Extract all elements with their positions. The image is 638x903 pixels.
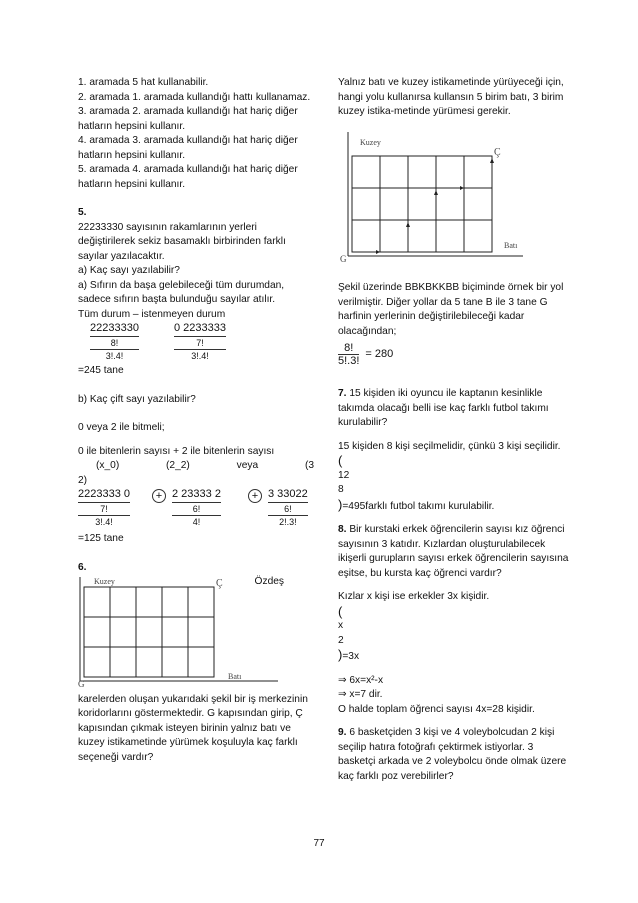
page-number: 77 [313, 838, 325, 849]
q8-answer-4: ⇒ x=7 dir. [338, 689, 383, 700]
q5-number: 5. [78, 207, 87, 218]
q6-solution-grid-figure [338, 130, 538, 262]
q5-b-line4: 2) [78, 474, 88, 486]
q6-grid-border [84, 587, 214, 677]
q6-text: karelerden oluşan yukarıdaki şekil bir iş merkezinin koridorlarını göstermektedir. G kapısından girip, Ç kapısından çıkmak isteyen birinin yalnız batı ve kuzey istikametinde yürümek koşuluyla kaç farklı seçeneği vardır? [78, 693, 308, 763]
q6-number: 6. [78, 561, 87, 573]
rule-3: 3. aramada 2. aramada kullandığı hat hariç diğer hatların hepsini kullanır. [78, 106, 298, 132]
sol-label-bati: Batı [504, 240, 518, 250]
q5-a-text2: Tüm durum – istenmeyen durum [78, 308, 226, 320]
q5-text: 22233330 sayısının rakamlarının yerleri değiştirilerek sekiz basamaklı birbirinden farklı sayılar yazılacaktır. [78, 221, 286, 262]
q8-answer-5: O halde toplam öğrenci sayısı 4x=28 kişidir. [338, 703, 535, 715]
q6-solution-intro: Yalnız batı ve kuzey istikametinde yürüyeceği için, hangi yolu kullanırsa kullansın 5 birim batı, 3 birim kuzey istika-metinde yürümesi gerekir. [338, 77, 564, 117]
rule-5: 5. aramada 4. aramada kullandığı hat hariç diğer hatların hepsini kullanır. [78, 164, 298, 190]
right-column: Yalnız batı ve kuzey istikametinde yürüyeceği için, hangi yolu kullanırsa kullansın 5 birim batı, 3 birim kuzey istika-metinde yürümesi gerekir. Kuzey Ç Batı G Şekil üzerinde BBKBKKBB biçiminde örnek bir yol verilmiştir. Diğer yollar da 5 tane B ile 3 tane G harfinin yerlerinin değiştirilebileceği kadar olacağından; $\frac{8!}{5!.3!}$ = 280 7. 15 kişiden iki oyuncu ile kaptanın kesinlikle takımda olacağı belli ise kaç farklı futbol takımı kurulabilir? 15 kişiden 8 kişi seçilmelidir, çünkü 3 kişi seçilidir. ( 12 8 )=495farklı futbol takımı kurulabilir. 8. Bir kurstaki erkek öğrencilerin sayısı kız öğrenci sayısının 3 katıdır. Kızlardan oluşturulabilecek ikişerli gurupların sayısı erkek öğrencilerin sayısına eşitse, bu kursta kaç öğrenci vardır? Kızlar x kişi ise erkekler 3x kişidir. ( x 2 )=3x ⇒ 6x=x²-x ⇒ x=7 dir. O halde toplam öğrenci sayısı 4x=28 kişidir. 9. 6 basketçiden 3 kişi ve 4 voleybolcudan 2 kişi seçilip hatıra fotoğrafı çektirmek istiyorlar. 3 basketçi arkada ve 2 voleybolcu önde olmak üzere kaç farklı poz verebilirler? [338, 76, 570, 784]
q5-b-frac-3: 3 33022 6! 2!.3! [268, 488, 308, 527]
plus-sign-1: + [152, 489, 166, 503]
q5-b-question: b) Kaç çift sayı yazılabilir? [78, 393, 196, 405]
q6-label-g: G [78, 679, 85, 687]
q5-a-formula [78, 322, 314, 364]
q5-b-result: =125 tane [78, 533, 124, 544]
q6-label-north: Kuzey [94, 577, 115, 586]
q5-a-frac-1: 22233330 8! 3!.4! [90, 322, 139, 361]
q8-question: 8. Bir kurstaki erkek öğrencilerin sayısı kız öğrenci sayısının 3 katıdır. Kızlardan oluşturulabilecek ikişerli gurupların sayısı erkek öğrencilerin sayısına eşitse, bu kursta kaç öğrenci vardır? [338, 524, 569, 579]
q5-a-question: a) Kaç sayı yazılabilir? [78, 265, 180, 276]
plus-sign-2: + [248, 489, 262, 503]
sol-label-g: G [340, 253, 347, 262]
q7-question: 7. 15 kişiden iki oyuncu ile kaptanın kesinlikle takımda olacağı belli ise kaç farklı futbol takımı kurulabilir? [338, 388, 549, 428]
q5-b-line2: 0 ile bitenlerin sayısı + 2 ile bitenlerin sayısı [78, 445, 275, 457]
q6-label-bati: Batı [228, 672, 242, 681]
q5-b-frac-1: 2223333 0 7! 3!.4! [78, 488, 130, 527]
q5-b-line1: 0 veya 2 ile bitmeli; [78, 422, 165, 433]
q6-side-label: Özdeş [254, 575, 284, 587]
sol-path-arrows [376, 158, 494, 254]
q6-solution-formula: $\frac{8!}{5!.3!}$ = 280 [338, 341, 394, 367]
q5-a-frac-2: 0 2233333 7! 3!.4! [174, 322, 226, 361]
q5-a-text: a) Sıfırın da başa gelebileceği tüm durumdan, sadece sıfırın başta bulunduğu sayılar atılır. [78, 279, 285, 305]
sol-grid-border [352, 156, 492, 252]
rule-4: 4. aramada 3. aramada kullandığı hat hariç diğer hatların hepsini kullanır. [78, 135, 298, 161]
q7-answer-2: ( [338, 453, 343, 468]
q5-b-line3: (x_0) (2_2) veya (3 [96, 460, 314, 471]
left-column [78, 76, 314, 765]
q5-a-result: =245 tane [78, 365, 124, 376]
sol-label-c: Ç [494, 146, 501, 158]
q5-b-formula [78, 488, 314, 532]
q8-answer-3: ⇒ 6x=x²-x [338, 674, 384, 686]
sol-sample-path [352, 156, 492, 252]
q9-question: 9. 6 basketçiden 3 kişi ve 4 voleybolcudan 2 kişi seçilip hatıra fotoğrafı çektirmek istiyorlar. 3 basketçi arkada ve 2 voleybolcu önde olmak üzere kaç farklı poz verebilirler? [338, 727, 567, 782]
rule-2: 2. aramada 1. aramada kullandığı hattı kullanamaz. [78, 91, 311, 103]
q8-answer-2: ( [338, 603, 343, 619]
q5-b-frac-2: 2 23333 2 6! 4! [172, 488, 221, 527]
q6-grid-figure [78, 575, 314, 687]
q6-solution-explain: Şekil üzerinde BBKBKKBB biçiminde örnek bir yol verilmiştir. Diğer yollar da 5 tane B ile 3 tane G harfinin yerlerinin değiştirilebileceği kadar olacağından; [338, 282, 564, 337]
q7-answer-1: 15 kişiden 8 kişi seçilmelidir, çünkü 3 kişi seçilidir. [338, 440, 561, 452]
q6-label-c: Ç [216, 578, 223, 589]
q8-answer-1: Kızlar x kişi ise erkekler 3x kişidir. [338, 591, 490, 602]
rule-1: 1. aramada 5 hat kullanabilir. [78, 77, 209, 88]
sol-label-north: Kuzey [360, 137, 381, 147]
